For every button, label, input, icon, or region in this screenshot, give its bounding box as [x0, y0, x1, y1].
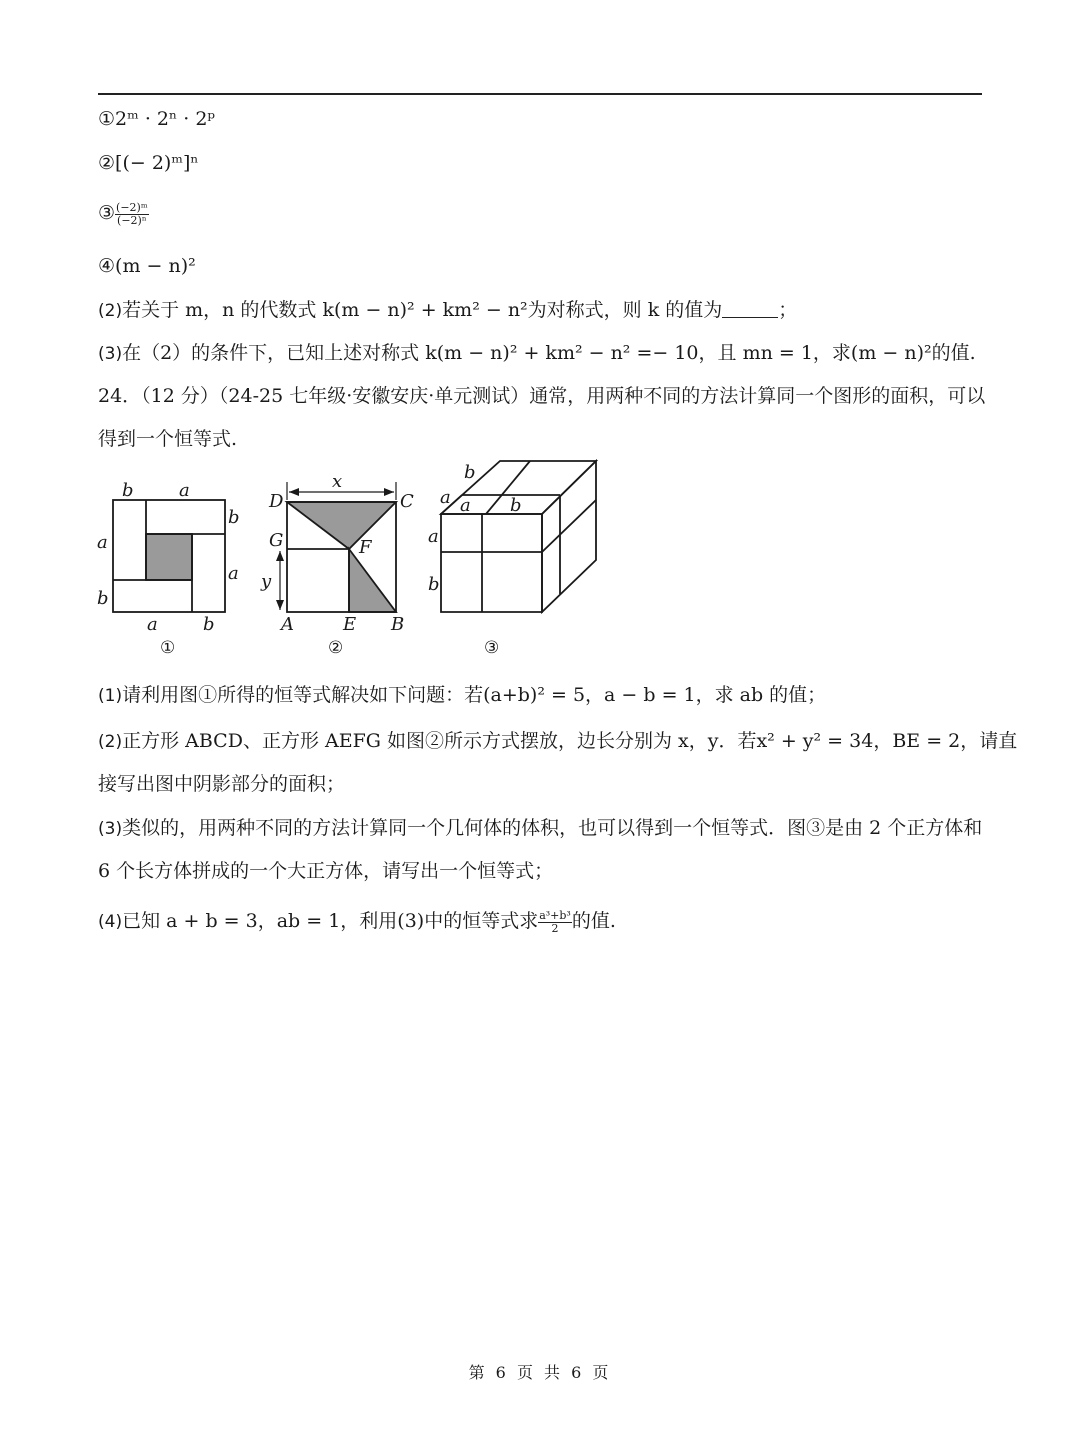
option-4-text: (m − n)²: [115, 255, 196, 277]
q24-part-1: (1)请利用图①所得的恒等式解决如下问题：若(a+b)² = 5，a − b = 1，求 ab 的值；: [98, 684, 827, 706]
fig1-label-a-top: a: [179, 480, 190, 501]
page-footer: 第 6 页 共 6 页: [468, 1363, 612, 1382]
fig2-number: ②: [328, 638, 344, 658]
figure-1: [113, 500, 225, 612]
fig3-label-b-front: b: [510, 495, 522, 516]
q24-stem-line1: 24．（12 分）（24-25 七年级·安徽安庆·单元测试）通常，用两种不同的方法计算同一个图形的面积，可以: [98, 385, 986, 407]
q24-part-4: (4)已知 a + b = 3，ab = 1，利用(3)中的恒等式求 $\frac{\text{a³+b³}}{2}$ 的值.: [98, 908, 616, 935]
fig2-label-x: x: [332, 471, 343, 492]
q24-part-2-cont: 接写出图中阴影部分的面积；: [98, 773, 346, 795]
q24-part-3: (3)类似的，用两种不同的方法计算同一个几何体的体积，也可以得到一个恒等式．图③是由 2 个正方体和: [98, 817, 983, 839]
fig2-label-D: D: [269, 491, 284, 512]
fig1-label-a-left: a: [97, 532, 108, 553]
option-1-text: 2ᵐ · 2ⁿ · 2ᵖ: [115, 108, 216, 130]
fig3-label-a-side: a: [428, 526, 439, 547]
fig2-label-G: G: [269, 530, 284, 551]
q24-part-4-fraction: $\frac{\text{a³+b³}}{2}$: [539, 908, 571, 935]
fig2-label-A: A: [281, 614, 294, 635]
fig3-label-a-front: a: [460, 495, 471, 516]
fig1-label-b-right: b: [228, 507, 240, 528]
option-2-mark: ②: [98, 152, 116, 174]
fig1-label-b-left: b: [97, 588, 109, 609]
option-4-mark: ④: [98, 255, 116, 277]
fig3-number: ③: [484, 638, 500, 658]
fig2-label-y: y: [261, 571, 272, 592]
fig3-label-b-side: b: [428, 574, 440, 595]
option-3-mark: ③: [98, 202, 116, 224]
fig2-label-E: E: [343, 614, 357, 635]
fig1-label-b-bottom: b: [203, 614, 215, 635]
option-2-text: [(− 2)ᵐ]ⁿ: [115, 152, 199, 174]
q23-part-2: (2)若关于 m，n 的代数式 k(m − n)² + km² − n²为对称式，则 k 的值为 ；: [98, 299, 798, 321]
fig2-label-B: B: [391, 614, 405, 635]
fig1-number: ①: [160, 638, 176, 658]
q24-stem-line2: 得到一个恒等式.: [98, 428, 238, 450]
figure-2: [276, 482, 396, 612]
fig2-label-C: C: [400, 491, 414, 512]
fig3-label-a-left: a: [440, 487, 451, 508]
fig1-label-a-right: a: [228, 563, 239, 584]
option-3-fraction: $\frac{\text{(−2)ᵐ}}{\text{(−2)ⁿ}}$: [116, 200, 148, 227]
fig2-label-F: F: [359, 537, 372, 558]
q23-part-3: (3)在（2）的条件下，已知上述对称式 k(m − n)² + km² − n² =− 10，且 mn = 1，求(m − n)²的值.: [98, 342, 976, 364]
fig1-label-b-top: b: [122, 480, 134, 501]
q24-part-3-cont: 6 个长方体拼成的一个大正方体，请写出一个恒等式；: [98, 860, 554, 882]
q24-part-2: (2)正方形 ABCD、正方形 AEFG 如图②所示方式摆放，边长分别为 x，y．若x² + y² = 34，BE = 2，请直: [98, 730, 1018, 752]
figure-3: [441, 461, 596, 612]
fig3-label-b-top: b: [464, 462, 476, 483]
fig1-label-a-bottom: a: [147, 614, 158, 635]
option-1-mark: ①: [98, 108, 116, 130]
